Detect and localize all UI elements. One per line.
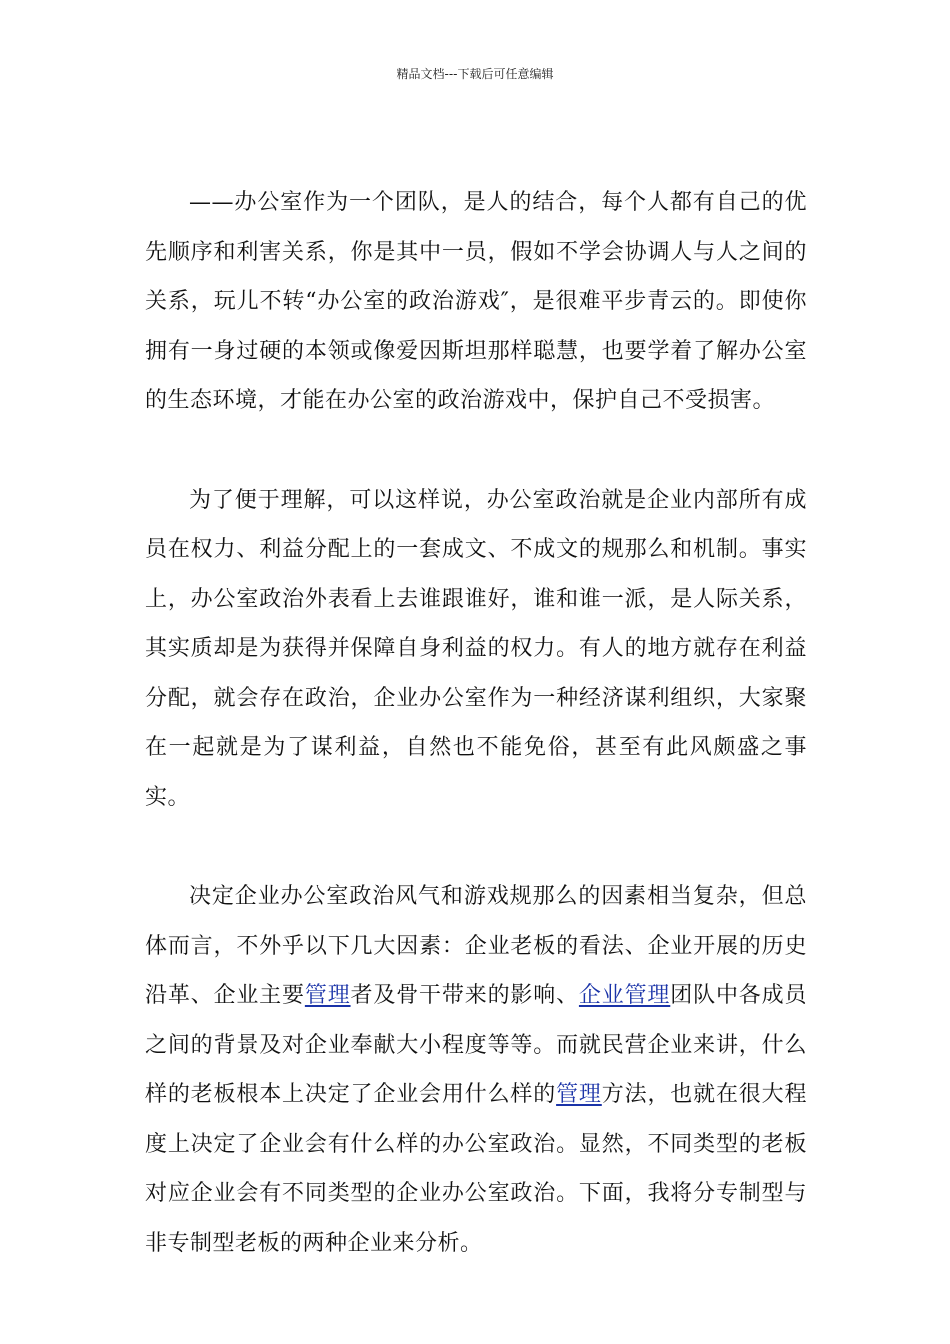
paragraph-3-text-part-2: 者及骨干带来的影响、 bbox=[350, 983, 579, 1008]
paragraph-3-text-part-4: 方法，也就在很大程度上决定了企业会有什么样的办公室政治。显然，不同类型的老板对应企业会有不同类型的企业办公室政治。下面，我将分专制型与非专制型老板的两种企业来分析。 bbox=[145, 1082, 807, 1256]
paragraph-2 bbox=[145, 476, 807, 823]
paragraph-3 bbox=[145, 872, 807, 1268]
management-link-1[interactable]: 管理 bbox=[304, 983, 351, 1008]
document-body bbox=[145, 178, 807, 1268]
page-header: 精品文档---下载后可任意编辑 bbox=[396, 67, 554, 81]
paragraph-3-text-part-1: 决定企业办公室政治风气和游戏规那么的因素相当复杂，但总体而言，不外乎以下几大因素：企业老板的看法、企业开展的历史沿革、企业主要 bbox=[145, 884, 807, 1008]
paragraph-1 bbox=[145, 178, 807, 426]
paragraph-1-text: ——办公室作为一个团队，是人的结合，每个人都有自己的优先顺序和利害关系，你是其中一员，假如不学会协调人与人之间的关系，玩儿不转“办公室的政治游戏″，是很难平步青云的。即使你拥有一身过硬的本领或像爱因斯坦那样聪慧，也要学着了解办公室的生态环境，才能在办公室的政治游戏中，保护自己不受损害。 bbox=[145, 190, 807, 413]
paragraph-3-text-part-3: 团队中各成员之间的背景及对企业奉献大小程度等等。而就民营企业来讲，什么样的老板根本上决定了企业会用什么样的 bbox=[145, 983, 807, 1107]
management-link-2[interactable]: 管理 bbox=[556, 1082, 602, 1107]
enterprise-management-link[interactable]: 企业管理 bbox=[578, 983, 671, 1008]
paragraph-2-text: 为了便于理解，可以这样说，办公室政治就是企业内部所有成员在权力、利益分配上的一套成文、不成文的规那么和机制。事实上，办公室政治外表看上去谁跟谁好，谁和谁一派，是人际关系，其实质却是为获得并保障自身利益的权力。有人的地方就存在利益分配，就会存在政治，企业办公室作为一种经济谋利组织，大家聚在一起就是为了谋利益，自然也不能免俗，甚至有此风颇盛之事实。 bbox=[145, 487, 807, 810]
